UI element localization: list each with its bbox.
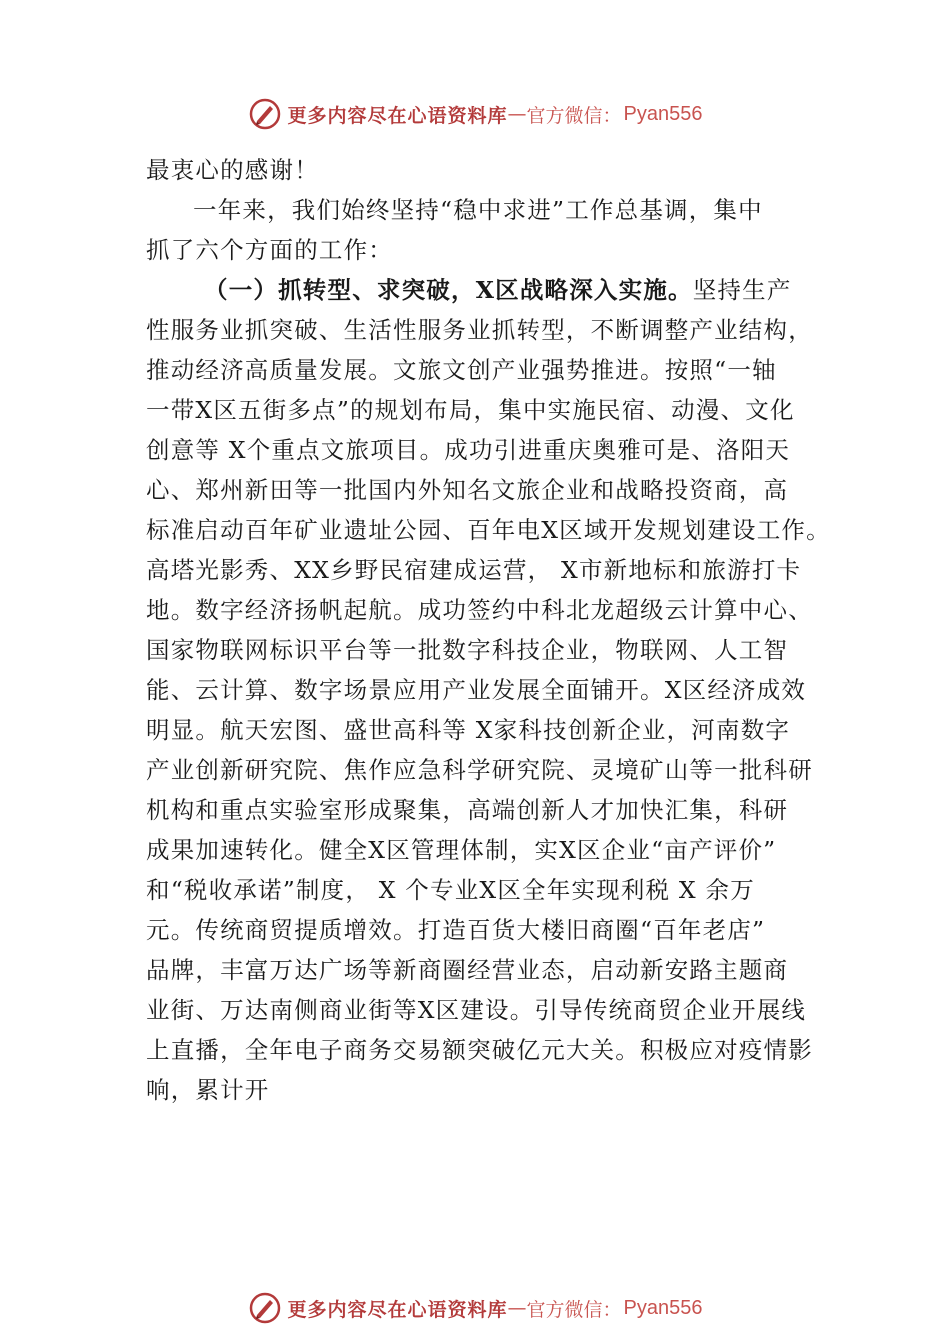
text-line: 产业创新研究院、焦作应急科学研究院、灵境矿山等一批科研: [146, 756, 813, 784]
section-heading: （一）抓转型、求突破，X区战略深入实施。: [204, 276, 693, 304]
text-line: 品牌，丰富万达广场等新商圈经营业态，启动新安路主题商: [146, 956, 789, 984]
text-line: 响，累计开: [146, 1076, 270, 1104]
text-line: 地。数字经济扬帆起航。成功签约中科北龙超级云计算中心、: [146, 596, 813, 624]
text-line: 能、云计算、数字场景应用产业发展全面铺开。X区经济成效: [146, 676, 807, 704]
watermark-main-text: 更多内容尽在心语资料库: [287, 1298, 508, 1321]
text-line: 一带X区五街多点”的规划布局，集中实施民宿、动漫、文化: [146, 396, 795, 424]
header-watermark: [0, 94, 950, 134]
text-line: 推动经济高质量发展。文旅文创产业强势推进。按照“一轴: [146, 356, 777, 384]
watermark-wechat-id: Pyan556: [623, 102, 703, 125]
pen-seal-logo-icon: [248, 1291, 282, 1325]
text-line: 标准启动百年矿业遗址公园、百年电X区域开发规划建设工作。: [146, 516, 831, 544]
text-line: 性服务业抓突破、生活性服务业抓转型，不断调整产业结构，: [146, 316, 813, 344]
watermark-dash: —: [507, 1297, 527, 1319]
section-heading-continuation: 坚持生产: [692, 276, 792, 304]
text-line: 抓了六个方面的工作：: [146, 236, 393, 264]
text-line: 最衷心的感谢！: [146, 156, 319, 184]
text-line: 高塔光影秀、XX乡野民宿建成运营， X市新地标和旅游打卡: [146, 556, 802, 584]
text-line: 业街、万达南侧商业街等X区建设。引导传统商贸企业开展线: [146, 996, 807, 1024]
paragraph-line: 一年来，我们始终坚持“稳中求进”工作总基调，集中: [193, 196, 763, 224]
document-body: [146, 150, 836, 1110]
text-line: 国家物联网标识平台等一批数字科技企业，物联网、人工智: [146, 636, 789, 664]
text-line: 和“税收承诺”制度， X 个专业X区全年实现利税 X 余万: [146, 876, 755, 904]
text-line: 明显。航天宏图、盛世高科等 X家科技创新企业，河南数字: [146, 716, 791, 744]
watermark-main-text: 更多内容尽在心语资料库: [287, 104, 508, 127]
footer-watermark: [0, 1288, 950, 1328]
section-heading-line: [146, 270, 836, 310]
text-line: 创意等 X个重点文旅项目。成功引进重庆奥雅可是、洛阳天: [146, 436, 791, 464]
text-line: 成果加速转化。健全X区管理体制，实X区企业“亩产评价”: [146, 836, 777, 864]
watermark-dash: —: [507, 103, 527, 125]
pen-seal-logo-icon: [248, 97, 282, 131]
text-line: 上直播，全年电子商务交易额突破亿元大关。积极应对疫情影: [146, 1036, 813, 1064]
watermark-wechat-id: Pyan556: [623, 1296, 703, 1319]
watermark-sub-text: 官方微信：: [526, 1298, 622, 1321]
text-line: 心、郑州新田等一批国内外知名文旅企业和战略投资商，高: [146, 476, 789, 504]
watermark-sub-text: 官方微信：: [526, 104, 622, 127]
text-line: 元。传统商贸提质增效。打造百货大楼旧商圈“百年老店”: [146, 916, 766, 944]
text-line: 机构和重点实验室形成聚集，高端创新人才加快汇集，科研: [146, 796, 789, 824]
